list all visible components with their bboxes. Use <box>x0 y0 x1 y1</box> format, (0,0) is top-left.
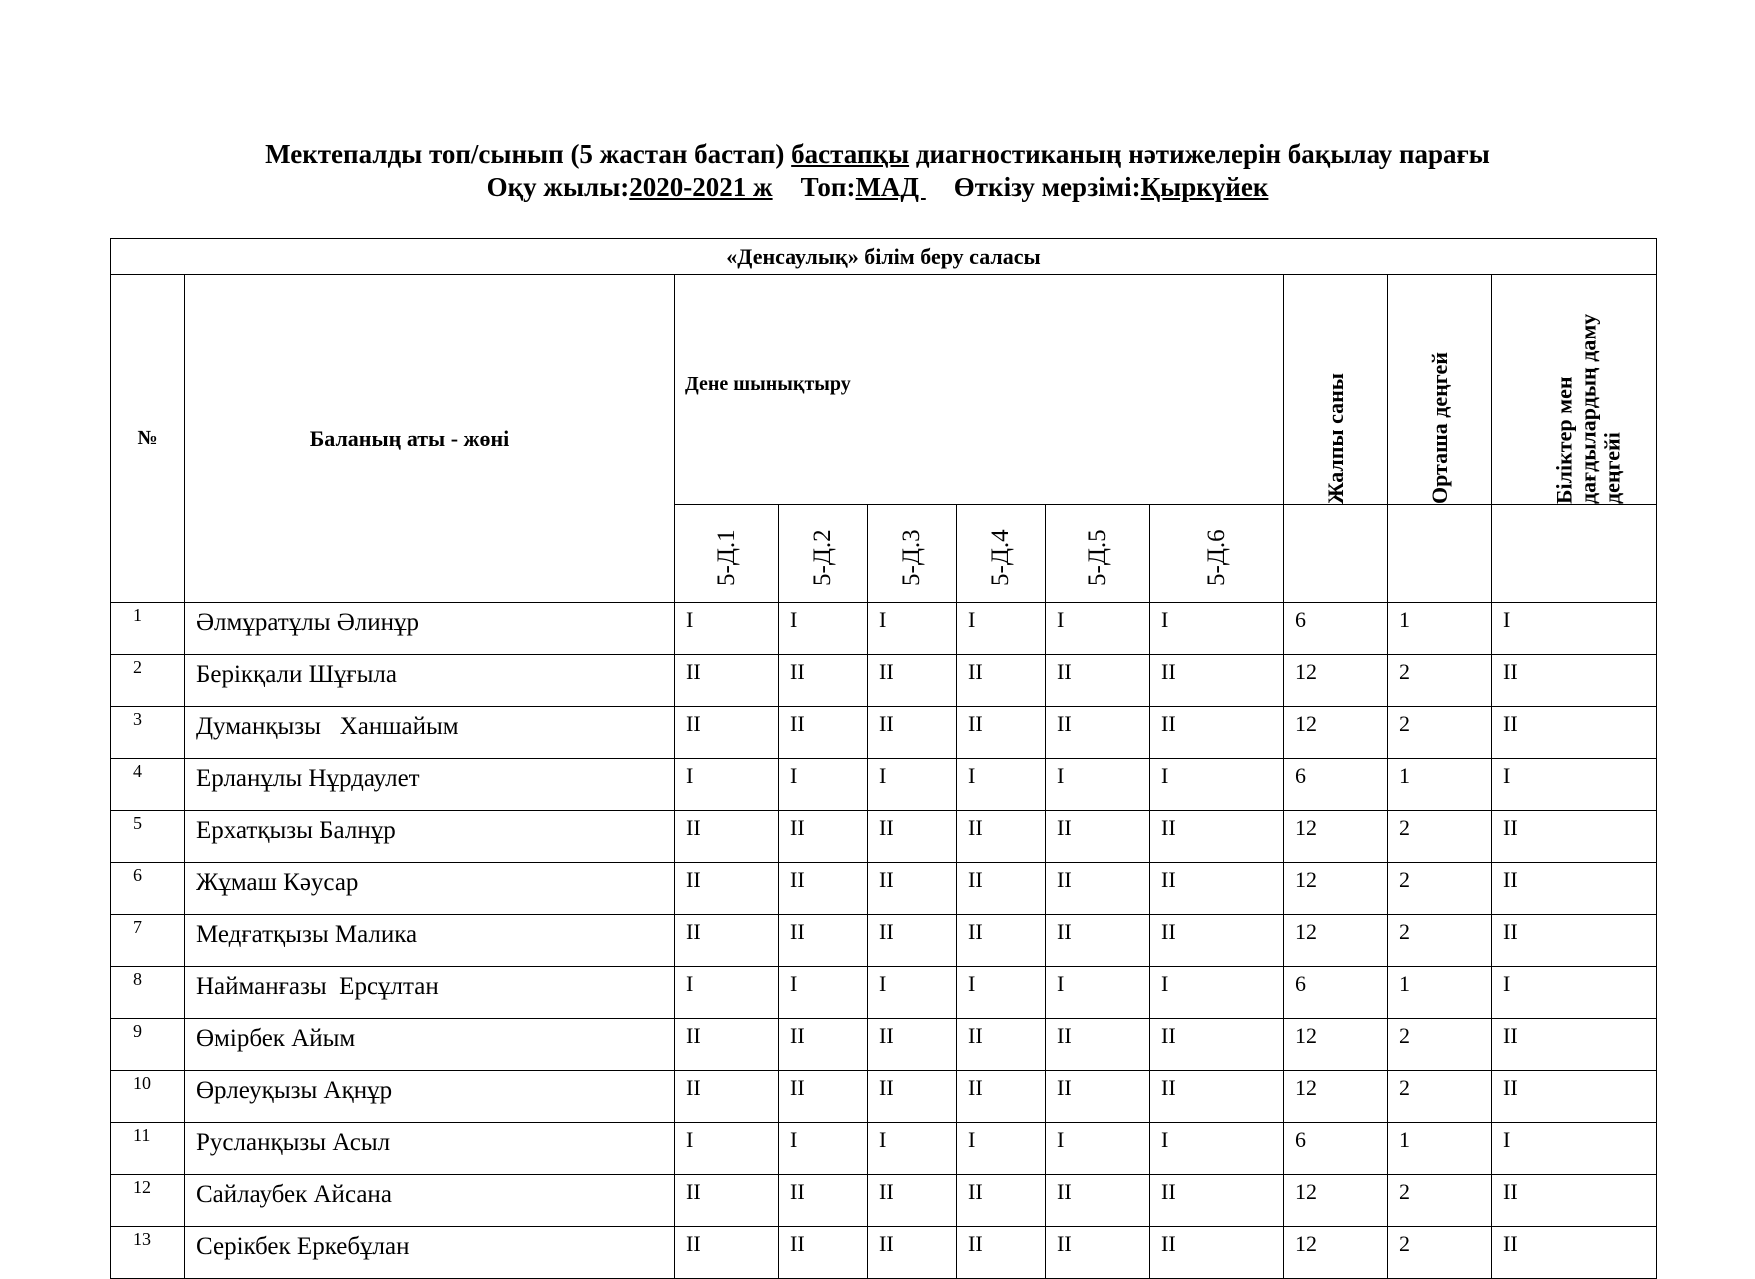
subheader-cell <box>675 505 779 603</box>
score-cell: II <box>675 915 779 967</box>
average-cell: 2 <box>1388 1019 1492 1071</box>
score-cell: II <box>868 707 957 759</box>
total-cell: 6 <box>1284 1123 1388 1175</box>
row-number: 8 <box>111 967 185 1019</box>
row-number: 12 <box>111 1175 185 1227</box>
score-cell: II <box>957 863 1046 915</box>
total-cell: 6 <box>1284 967 1388 1019</box>
score-cell: II <box>868 1227 957 1279</box>
average-cell: 1 <box>1388 967 1492 1019</box>
score-cell: II <box>868 655 957 707</box>
table-row <box>111 811 1657 863</box>
score-cell: II <box>1150 863 1284 915</box>
title-text: Мектепалды топ/сынып (5 жастан бастап) <box>265 139 792 169</box>
score-cell: II <box>675 1019 779 1071</box>
table-row <box>111 915 1657 967</box>
score-cell: II <box>868 1019 957 1071</box>
score-cell: I <box>1150 759 1284 811</box>
table-row <box>111 1175 1657 1227</box>
child-name: Жұмаш Кәусар <box>185 863 675 915</box>
average-cell: 2 <box>1388 707 1492 759</box>
child-name: Ерхатқызы Балнұр <box>185 811 675 863</box>
header-total <box>1284 275 1388 505</box>
subheader-label: 5-Д.1 <box>712 529 740 586</box>
row-number: 9 <box>111 1019 185 1071</box>
score-cell: II <box>675 707 779 759</box>
score-cell: I <box>868 1123 957 1175</box>
score-cell: II <box>957 915 1046 967</box>
score-cell: I <box>1046 967 1150 1019</box>
period-value: Қыркүйек <box>1140 172 1269 202</box>
score-cell: I <box>779 1123 868 1175</box>
score-cell: I <box>675 603 779 655</box>
score-cell: II <box>1046 863 1150 915</box>
score-cell: II <box>1150 655 1284 707</box>
table-body <box>111 603 1657 1279</box>
row-number: 7 <box>111 915 185 967</box>
table-row <box>111 863 1657 915</box>
average-cell: 2 <box>1388 1175 1492 1227</box>
score-cell: II <box>779 811 868 863</box>
table-row <box>111 707 1657 759</box>
score-cell: I <box>675 759 779 811</box>
level-cell: II <box>1492 1071 1657 1123</box>
subheader-cell <box>779 505 868 603</box>
table-row <box>111 1071 1657 1123</box>
score-cell: II <box>868 863 957 915</box>
child-name: Русланқызы Асыл <box>185 1123 675 1175</box>
score-cell: II <box>1150 1227 1284 1279</box>
score-cell: II <box>1046 1175 1150 1227</box>
score-cell: II <box>675 1227 779 1279</box>
subheader-empty <box>1388 505 1492 603</box>
score-cell: I <box>1046 1123 1150 1175</box>
score-cell: I <box>1150 967 1284 1019</box>
level-cell: I <box>1492 1123 1657 1175</box>
score-cell: II <box>675 655 779 707</box>
table-row <box>111 655 1657 707</box>
total-cell: 12 <box>1284 1175 1388 1227</box>
child-name: Берікқали Шұғыла <box>185 655 675 707</box>
score-cell: II <box>957 1175 1046 1227</box>
average-cell: 1 <box>1388 1123 1492 1175</box>
total-cell: 6 <box>1284 759 1388 811</box>
score-cell: I <box>957 967 1046 1019</box>
average-cell: 2 <box>1388 655 1492 707</box>
total-cell: 12 <box>1284 707 1388 759</box>
score-cell: II <box>1046 1227 1150 1279</box>
score-cell: II <box>779 915 868 967</box>
level-cell: I <box>1492 603 1657 655</box>
score-cell: I <box>779 967 868 1019</box>
score-cell: II <box>868 915 957 967</box>
row-number: 3 <box>111 707 185 759</box>
table-row <box>111 1019 1657 1071</box>
subheader-label: 5-Д.6 <box>1202 529 1230 586</box>
row-number: 10 <box>111 1071 185 1123</box>
score-cell: II <box>675 863 779 915</box>
year-label: Оқу жылы: <box>486 172 630 202</box>
score-cell: I <box>779 603 868 655</box>
score-cell: II <box>868 811 957 863</box>
row-number: 1 <box>111 603 185 655</box>
group-value: МАД <box>855 172 926 202</box>
score-cell: II <box>675 1175 779 1227</box>
average-cell: 2 <box>1388 1227 1492 1279</box>
table-row <box>111 967 1657 1019</box>
score-cell: II <box>1046 915 1150 967</box>
child-name: Сайлаубек Айсана <box>185 1175 675 1227</box>
header-average <box>1388 275 1492 505</box>
subheader-empty <box>1284 505 1388 603</box>
header-total-label: Жалпы саны <box>1322 373 1348 504</box>
title-text-end: диагностиканың нәтижелерін бақылау парағы <box>909 139 1490 169</box>
score-cell: I <box>675 967 779 1019</box>
score-cell: II <box>1150 1071 1284 1123</box>
level-cell: II <box>1492 863 1657 915</box>
header-skill-level-label: Біліктер мен дағдылардың даму деңгейі <box>1551 313 1625 504</box>
level-cell: II <box>1492 1227 1657 1279</box>
score-cell: II <box>957 811 1046 863</box>
score-cell: I <box>957 1123 1046 1175</box>
subheader-label: 5-Д.3 <box>898 529 925 586</box>
child-name: Ерланұлы Нұрдаулет <box>185 759 675 811</box>
child-name: Найманғазы Ерсұлтан <box>185 967 675 1019</box>
total-cell: 12 <box>1284 811 1388 863</box>
score-cell: II <box>779 1071 868 1123</box>
score-cell: II <box>779 1019 868 1071</box>
child-name: Медғатқызы Малика <box>185 915 675 967</box>
header-physical-education: Дене шынықтыру <box>675 275 1284 505</box>
average-cell: 2 <box>1388 863 1492 915</box>
header-number: № <box>111 275 185 603</box>
score-cell: II <box>957 1019 1046 1071</box>
score-cell: II <box>957 1071 1046 1123</box>
table-row <box>111 759 1657 811</box>
row-number: 11 <box>111 1123 185 1175</box>
subheader-cell <box>957 505 1046 603</box>
level-cell: II <box>1492 655 1657 707</box>
score-cell: I <box>675 1123 779 1175</box>
level-cell: I <box>1492 759 1657 811</box>
table-row <box>111 1227 1657 1279</box>
meta-line <box>0 171 1755 204</box>
score-cell: I <box>868 967 957 1019</box>
diagnostics-table <box>110 238 1657 1279</box>
total-cell: 12 <box>1284 1019 1388 1071</box>
period-label: Өткізу мерзімі: <box>953 172 1141 202</box>
subheader-label: 5-Д.4 <box>987 529 1014 586</box>
score-cell: II <box>1046 811 1150 863</box>
total-cell: 12 <box>1284 1227 1388 1279</box>
score-cell: II <box>779 707 868 759</box>
group-label: Топ: <box>800 172 856 202</box>
level-cell: II <box>1492 1019 1657 1071</box>
level-cell: I <box>1492 967 1657 1019</box>
total-cell: 12 <box>1284 915 1388 967</box>
score-cell: II <box>779 863 868 915</box>
score-cell: II <box>957 1227 1046 1279</box>
page-title <box>0 138 1755 204</box>
child-name: Әлмұратұлы Әлинұр <box>185 603 675 655</box>
score-cell: II <box>957 707 1046 759</box>
score-cell: II <box>1150 915 1284 967</box>
header-average-label: Орташа деңгей <box>1426 352 1452 504</box>
score-cell: I <box>1046 759 1150 811</box>
title-underlined-text: бастапқы <box>791 139 910 169</box>
average-cell: 2 <box>1388 811 1492 863</box>
level-cell: II <box>1492 1175 1657 1227</box>
row-number: 13 <box>111 1227 185 1279</box>
header-row <box>111 275 1657 505</box>
score-cell: II <box>868 1175 957 1227</box>
total-cell: 12 <box>1284 1071 1388 1123</box>
title-line <box>0 138 1755 171</box>
header-skill-level <box>1492 275 1657 505</box>
score-cell: II <box>1046 1019 1150 1071</box>
score-cell: I <box>957 759 1046 811</box>
table-row <box>111 1123 1657 1175</box>
header-child-name: Баланың аты - жөні <box>185 275 675 603</box>
table-row <box>111 603 1657 655</box>
total-cell: 12 <box>1284 655 1388 707</box>
score-cell: II <box>675 1071 779 1123</box>
score-cell: II <box>1150 1019 1284 1071</box>
total-cell: 12 <box>1284 863 1388 915</box>
row-number: 4 <box>111 759 185 811</box>
subheader-cell <box>1150 505 1284 603</box>
score-cell: II <box>779 1227 868 1279</box>
average-cell: 1 <box>1388 603 1492 655</box>
score-cell: I <box>868 603 957 655</box>
row-number: 2 <box>111 655 185 707</box>
child-name: Өмірбек Айым <box>185 1019 675 1071</box>
score-cell: I <box>957 603 1046 655</box>
score-cell: II <box>1046 1071 1150 1123</box>
average-cell: 1 <box>1388 759 1492 811</box>
score-cell: I <box>1150 603 1284 655</box>
subheader-label: 5-Д.5 <box>1083 529 1111 586</box>
score-cell: II <box>675 811 779 863</box>
score-cell: II <box>1150 707 1284 759</box>
year-value: 2020-2021 ж <box>629 172 773 202</box>
total-cell: 6 <box>1284 603 1388 655</box>
score-cell: II <box>868 1071 957 1123</box>
subheader-empty <box>1492 505 1657 603</box>
score-cell: II <box>1046 707 1150 759</box>
level-cell: II <box>1492 811 1657 863</box>
score-cell: I <box>868 759 957 811</box>
child-name: Өрлеуқызы Ақнұр <box>185 1071 675 1123</box>
level-cell: II <box>1492 915 1657 967</box>
row-number: 5 <box>111 811 185 863</box>
child-name: Думанқызы Ханшайым <box>185 707 675 759</box>
score-cell: I <box>1046 603 1150 655</box>
level-cell: II <box>1492 707 1657 759</box>
subheader-label: 5-Д.2 <box>809 529 836 586</box>
area-title: «Денсаулық» білім беру саласы <box>111 239 1657 275</box>
score-cell: II <box>779 1175 868 1227</box>
average-cell: 2 <box>1388 915 1492 967</box>
score-cell: I <box>779 759 868 811</box>
score-cell: II <box>957 655 1046 707</box>
subheader-cell <box>868 505 957 603</box>
score-cell: II <box>1046 655 1150 707</box>
score-cell: II <box>1150 811 1284 863</box>
child-name: Серікбек Еркебұлан <box>185 1227 675 1279</box>
average-cell: 2 <box>1388 1071 1492 1123</box>
score-cell: I <box>1150 1123 1284 1175</box>
row-number: 6 <box>111 863 185 915</box>
score-cell: II <box>1150 1175 1284 1227</box>
area-row <box>111 239 1657 275</box>
score-cell: II <box>779 655 868 707</box>
subheader-cell <box>1046 505 1150 603</box>
